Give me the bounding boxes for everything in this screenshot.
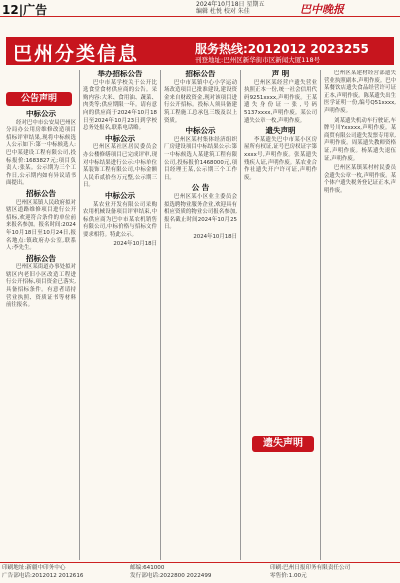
date-line: 2024年10月18日 星期五 xyxy=(196,1,265,8)
heading: 中标公示 xyxy=(185,126,216,136)
column-divider xyxy=(79,70,80,560)
section-title: 巴州分类信息 xyxy=(13,43,140,65)
heading: 公 告 xyxy=(191,183,210,193)
footer-print-address: 印刷地址:新疆中印务中心 xyxy=(2,565,66,571)
heading: 中标公示 xyxy=(26,110,56,118)
column-divider xyxy=(240,70,241,560)
notice-tag: 公告声明 xyxy=(6,92,72,106)
heading: 声 明 xyxy=(271,70,290,78)
column-divider xyxy=(320,70,321,560)
paragraph: 巴州区某镇人民政府拟对辖区道路维修项目进行公开招标,欢迎符合条件的单位前来报名参加。报名时间:2024年10月18日至10月24日,报名地点:镇政府办公室,联系人:李先生。 xyxy=(6,199,76,252)
column-5 xyxy=(324,70,396,560)
footer-distribution-phone: 发行部电话:2022800 2022499 xyxy=(130,573,212,579)
paragraph: 李某遗失巴中市某小区房屋所有权证,证号巴房权证字第xxxx号,声明作废。张某遗失残疾人证,声明作废。某农业合作社遗失开户许可证,声明作废。 xyxy=(244,136,317,181)
editor-line: 编辑 杜悦 校对 朱佳 xyxy=(196,8,250,15)
column-4 xyxy=(244,70,317,430)
lost-notice-tag: 遗失声明 xyxy=(252,436,314,452)
column-2 xyxy=(83,70,157,560)
paragraph: 巴州区某街道办事处拟对辖区内老旧小区改造工程进行公开招标,项目资金已落实,具备招标条件。有意者请持营业执照、资质证书等材料前往报名。 xyxy=(6,264,76,309)
heading: 举办招标公告 xyxy=(97,70,143,78)
paragraph: 巴州区某镇某村村民委员会遗失公章一枚,声明作废。某个体户遗失税务登记证正本,声明作废。 xyxy=(324,165,396,194)
paragraph: 巴中市某镇中心小学运动场改造项目已批准建设,建设资金来自财政资金,现对该项目进行公开招标。投标人须具备建筑工程施工总承包三级及以上资质。 xyxy=(164,79,237,124)
footer-printer: 印刷:巴州日报印务有限责任公司 xyxy=(270,565,351,571)
paragraph: 巴州区某建材经营部遗失营业执照副本,声明作废。巴中某餐饮店遗失食品经营许可证正本,声明作废。陈某遗失出生医学证明一份,编号Q51xxxx,声明作废。 xyxy=(324,70,396,114)
address-line: 刊登地址:巴州区新华街市区新闻大厦118号 xyxy=(195,56,321,64)
heading: 招标公告 xyxy=(185,70,216,78)
column-3 xyxy=(164,70,237,560)
page-footer xyxy=(0,562,400,583)
notice-date: 2024年10月18日 xyxy=(193,233,237,240)
footer-price: 零售价:1.00元 xyxy=(270,573,307,579)
column-1 xyxy=(6,110,76,560)
heading: 招标公告 xyxy=(26,188,56,198)
footer-ad-phone: 广告部电话:2012012 2012616 xyxy=(2,573,84,579)
paragraph: 巴州区某村集体经济组织厂房建设项目中标结果公示:第一中标候选人某建筑工程有限公司,投标报价1468000元,项目经理王某,公示期三个工作日。 xyxy=(164,136,237,181)
paragraph: 经对巴中市公安局巴州区分局办公用房维修改造项目招标评审结果,现将中标候选人公示如下:第一中标候选人:巴中某建设工程有限公司,投标报价:1683827元;项目负责人:张某。公示期为三个工作日,公示期内如有异议请书面提出。 xyxy=(6,119,76,187)
column-divider xyxy=(160,70,161,560)
date-info xyxy=(196,1,286,15)
paragraph: 巴州区某社区居民委员会办公楼修缮项目已完成评审,现对中标结果进行公示:中标单位某装饰工程有限公司,中标金额人民币贰拾叁万元整,公示期三日。 xyxy=(83,144,157,189)
page-number: 12|广告 xyxy=(2,3,48,17)
heading: 中标公示 xyxy=(105,190,135,200)
footer-postcode: 邮编:641000 xyxy=(130,565,165,571)
paragraph: 巴州区某经营户遗失营业执照正本一份,统一社会信用代码9251xxxx,声明作废。王某遗失身份证一张,号码5137xxxx,声明作废。某公司遗失公章一枚,声明作废。 xyxy=(244,79,317,124)
paragraph: 某农业开发有限公司采购农用机械设备项目评审结束,中标供应商为巴中市某农机销售有限公司,中标价格与招标文件要求相符。特此公示。 xyxy=(83,201,157,238)
hotline: 服务热线:2012012 2023255 xyxy=(195,42,369,56)
paragraph: 巴中市某学校关于公开比选食堂食材供应商的公告。采购内容:大米、食用油、蔬菜、肉类等;供应期限一年。请有意向的供应商于2024年10月18日至2024年10月23日到学校总务处报名,联系电话略。 xyxy=(83,79,157,132)
paragraph: 巴州区某小区业主委员会拟选聘物业服务企业,欢迎具有相应资质的物业公司报名参加,报名截止时间2024年10月25日。 xyxy=(164,193,237,231)
newspaper-logo: 巴中晚报 xyxy=(300,3,344,16)
paragraph: 刘某遗失机动车行驶证,车牌号川Yxxxxx,声明作废。某商贸有限公司遗失发票专用章,声明作废。周某遗失教师资格证,声明作废。杨某遗失退伍证,声明作废。 xyxy=(324,117,396,162)
notice-date: 2024年10月18日 xyxy=(113,241,157,248)
heading: 中标公示 xyxy=(105,133,135,143)
heading: 遗失声明 xyxy=(265,126,296,136)
heading: 招标公告 xyxy=(26,253,56,263)
